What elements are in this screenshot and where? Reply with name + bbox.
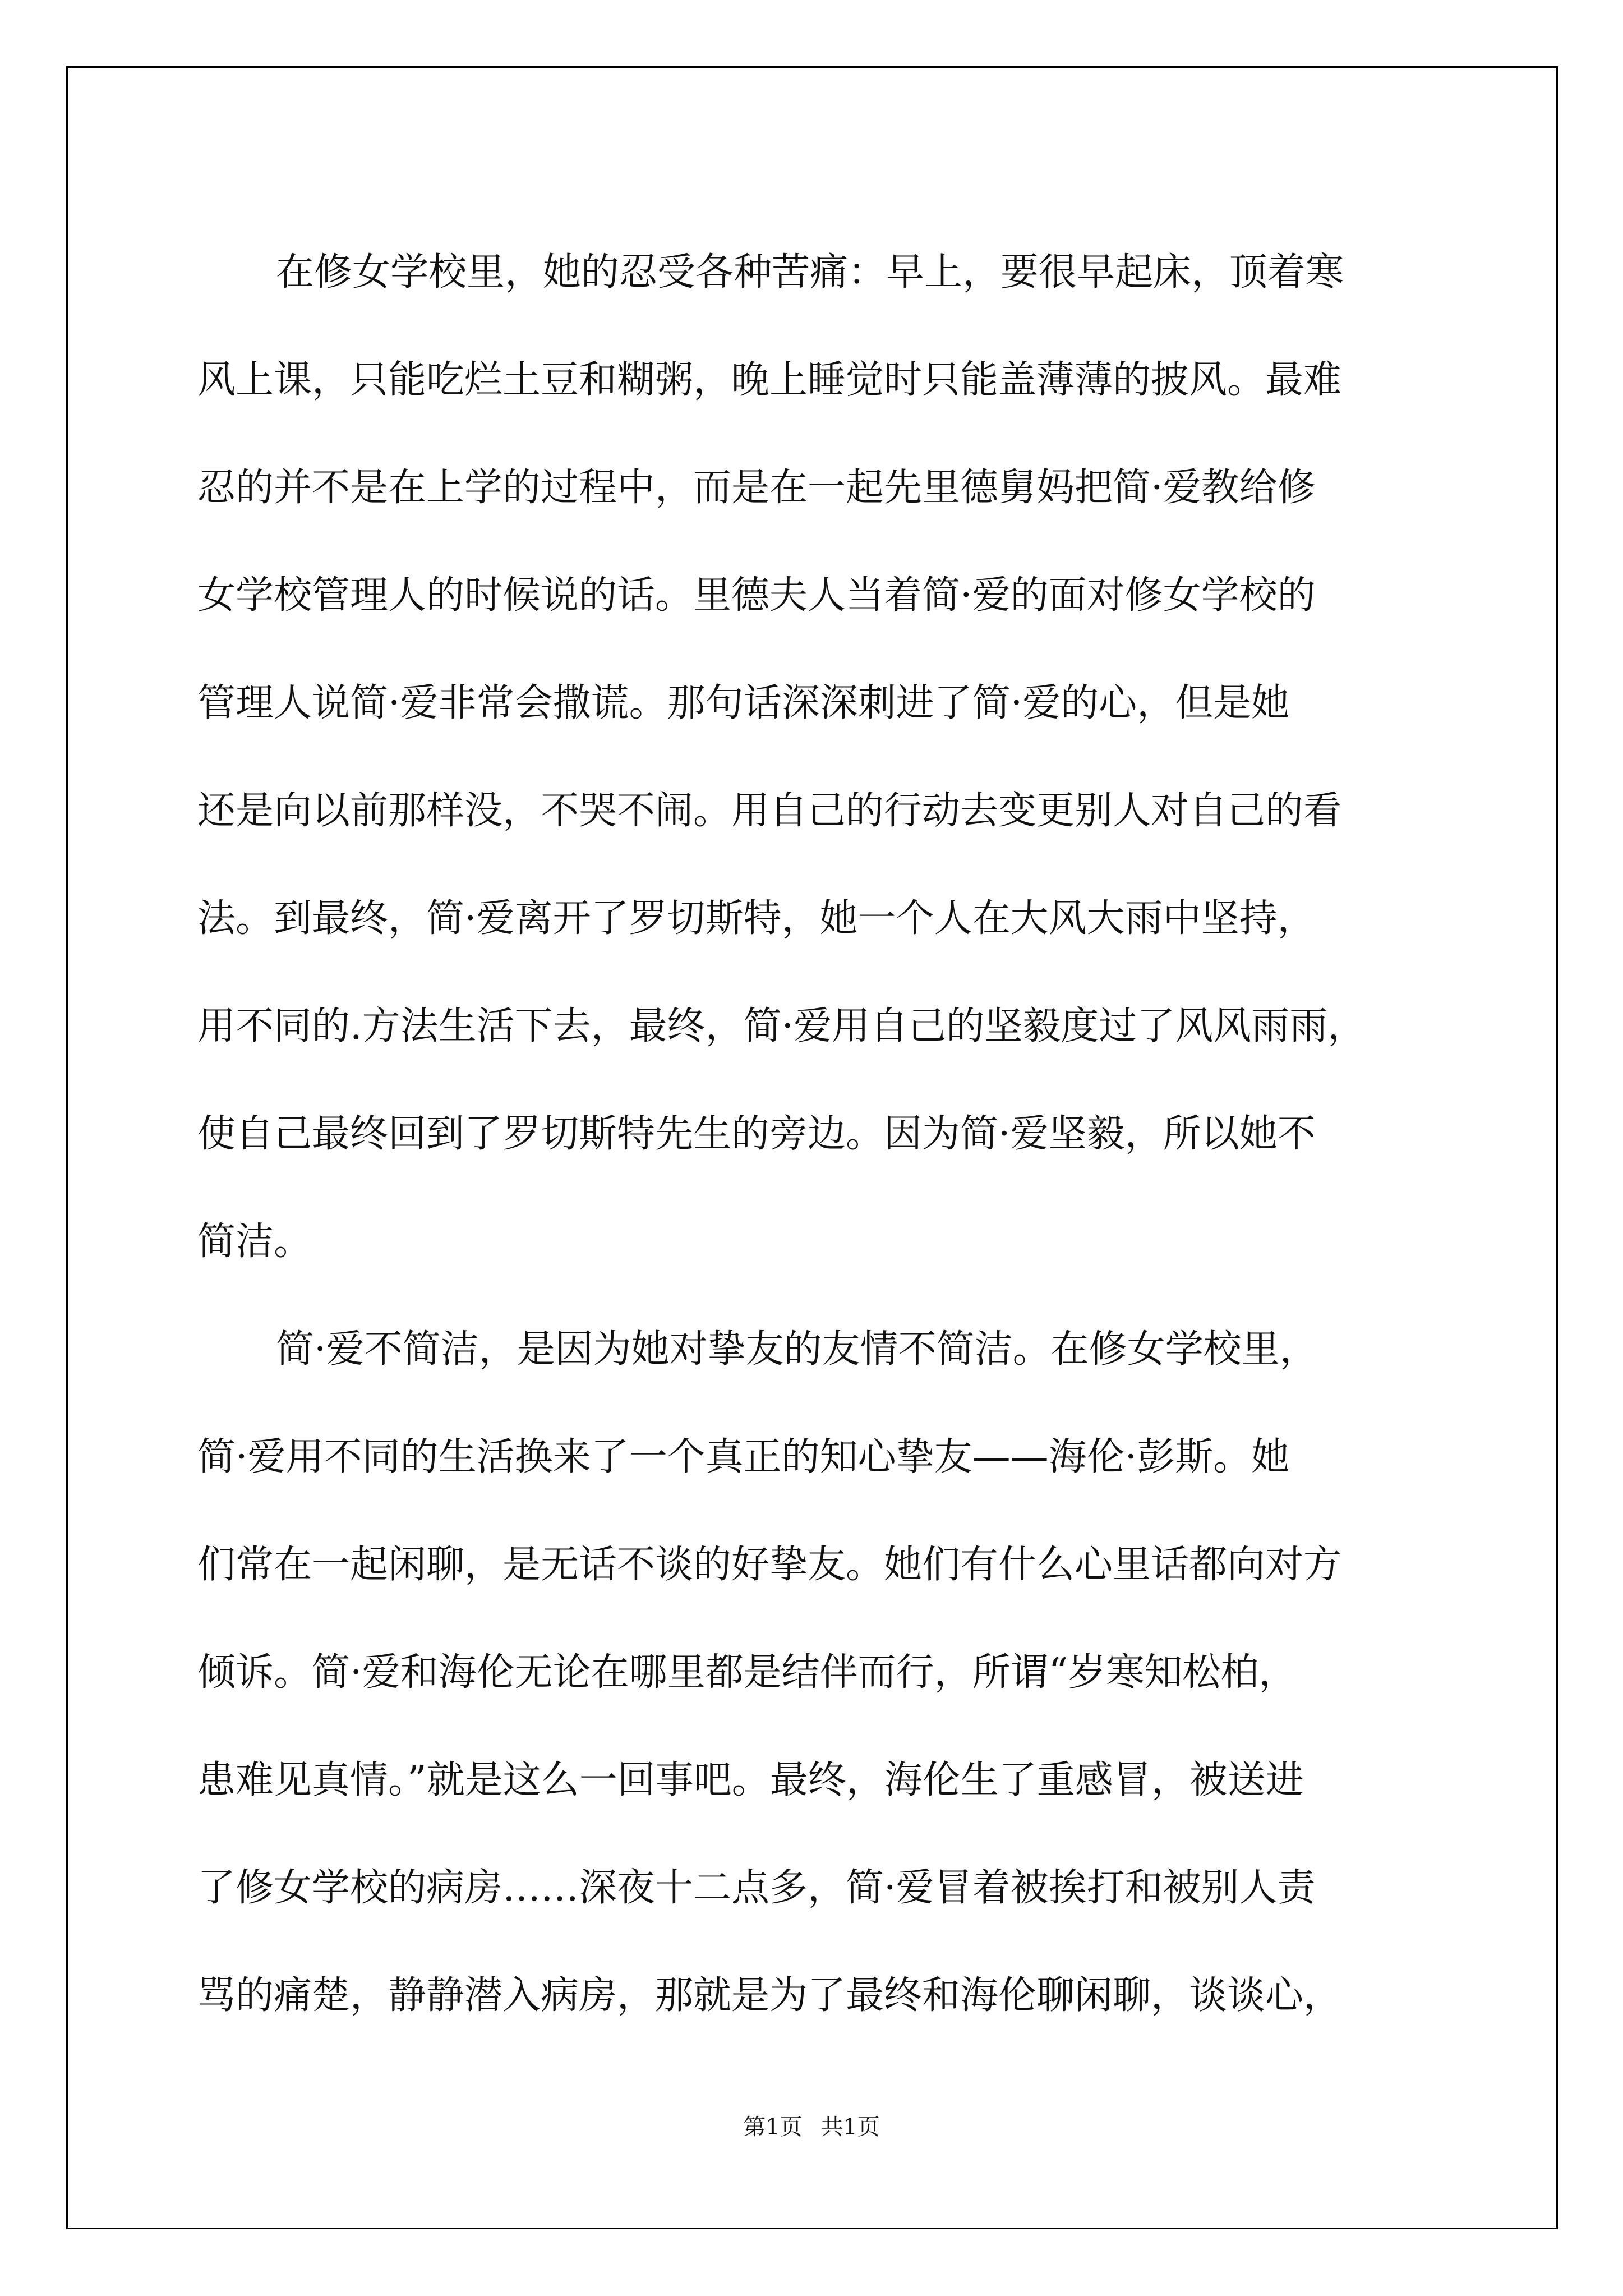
document-body — [197, 219, 1431, 2050]
page-number: 第1页 — [743, 2114, 803, 2140]
total-pages: 共1页 — [820, 2114, 880, 2140]
text-line: 用不同的.方法生活下去，最终，简·爱用自己的坚毅度过了风风雨雨， — [197, 1004, 1366, 1048]
text-line: 骂的痛楚，静静潜入病房，那就是为了最终和海伦聊闲聊，谈谈心， — [197, 1973, 1342, 2018]
paragraph-2 — [197, 1296, 1431, 2050]
text-line: 了修女学校的病房……深夜十二点多，简·爱冒着被挨打和被别人责 — [197, 1866, 1316, 1910]
text-line: 法。到最终，简·爱离开了罗切斯特，她一个人在大风大雨中坚持， — [197, 896, 1316, 941]
text-line: 女学校管理人的时候说的话。里德夫人当着简·爱的面对修女学校的 — [197, 573, 1316, 618]
page-footer — [0, 2109, 1623, 2141]
text-line: 简洁。 — [197, 1220, 312, 1264]
text-line: 在修女学校里，她的忍受各种苦痛：早上，要很早起床，顶着寒 — [276, 250, 1344, 295]
paragraph-1 — [197, 219, 1431, 1296]
text-line: 简·爱不简洁，是因为她对挚友的友情不简洁。在修女学校里， — [276, 1327, 1318, 1372]
text-line: 管理人说简·爱非常会撒谎。那句话深深刺进了简·爱的心，但是她 — [197, 681, 1290, 725]
text-line: 倾诉。简·爱和海伦无论在哪里都是结伴而行，所谓“岁寒知松柏， — [197, 1650, 1297, 1695]
text-line: 们常在一起闲聊，是无话不谈的好挚友。她们有什么心里话都向对方 — [197, 1543, 1342, 1587]
text-line: 患难见真情。”就是这么一回事吧。最终，海伦生了重感冒，被送进 — [197, 1758, 1304, 1802]
text-line: 使自己最终回到了罗切斯特先生的旁边。因为简·爱坚毅，所以她不 — [197, 1112, 1316, 1156]
text-line: 风上课，只能吃烂土豆和糊粥，晚上睡觉时只能盖薄薄的披风。最难 — [197, 358, 1342, 402]
text-line: 还是向以前那样没，不哭不闹。用自己的行动去变更别人对自己的看 — [197, 789, 1342, 833]
text-line: 简·爱用不同的生活换来了一个真正的知心挚友——海伦·彭斯。她 — [197, 1435, 1290, 1479]
text-line: 忍的并不是在上学的过程中，而是在一起先里德舅妈把简·爱教给修 — [197, 466, 1316, 510]
